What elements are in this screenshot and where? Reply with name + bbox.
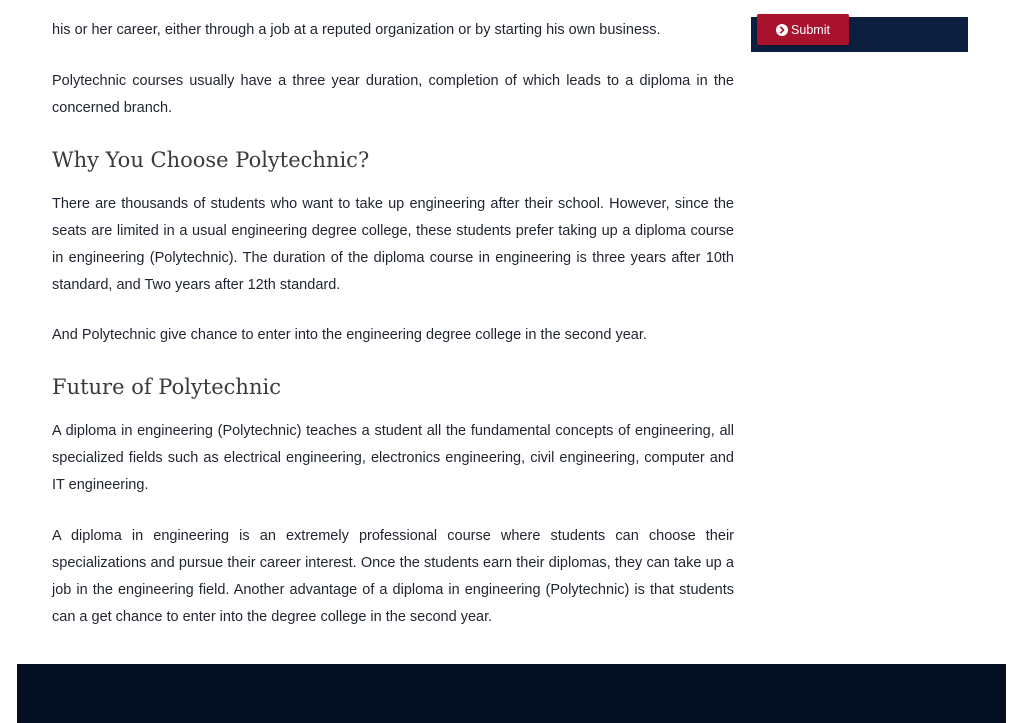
article-paragraph-chance: And Polytechnic give chance to enter into the engineering degree college in the second year.	[52, 327, 647, 343]
heading-why-polytechnic: Why You Choose Polytechnic?	[52, 148, 370, 172]
footer	[17, 664, 1006, 723]
article-paragraph-why: There are thousands of students who want to take up engineering after their school. However, since the seats are limited in a usual engineering degree college, these students prefer taking up a diploma course in engineering (Polytechnic). The duration of the diploma course in engineering is three years after 10th standard, and Two years after 12th standard.	[52, 196, 734, 293]
article-paragraph-intro-tail: his or her career, either through a job at a reputed organization or by starting his own business.	[52, 22, 661, 38]
chevron-circle-right-icon	[776, 24, 788, 36]
submit-button[interactable]	[757, 14, 849, 45]
submit-button-label: Submit	[791, 22, 830, 37]
article-paragraph-duration: Polytechnic courses usually have a three year duration, completion of which leads to a diploma in the concerned branch.	[52, 73, 734, 116]
article-paragraph-future-2: A diploma in engineering is an extremely professional course where students can choose their specializations and pursue their career interest. Once the students earn their diplomas, they can take up a job in the engineering field. Another advantage of a diploma in engineering (Polytechnic) is that students can a get chance to enter into the degree college in the second year.	[52, 528, 734, 625]
article-paragraph-future-1: A diploma in engineering (Polytechnic) teaches a student all the fundamental concepts of engineering, all specialized fields such as electrical engineering, electronics engineering, civil engineering, computer and IT engineering.	[52, 423, 734, 493]
heading-future-of-polytechnic: Future of Polytechnic	[52, 375, 281, 399]
